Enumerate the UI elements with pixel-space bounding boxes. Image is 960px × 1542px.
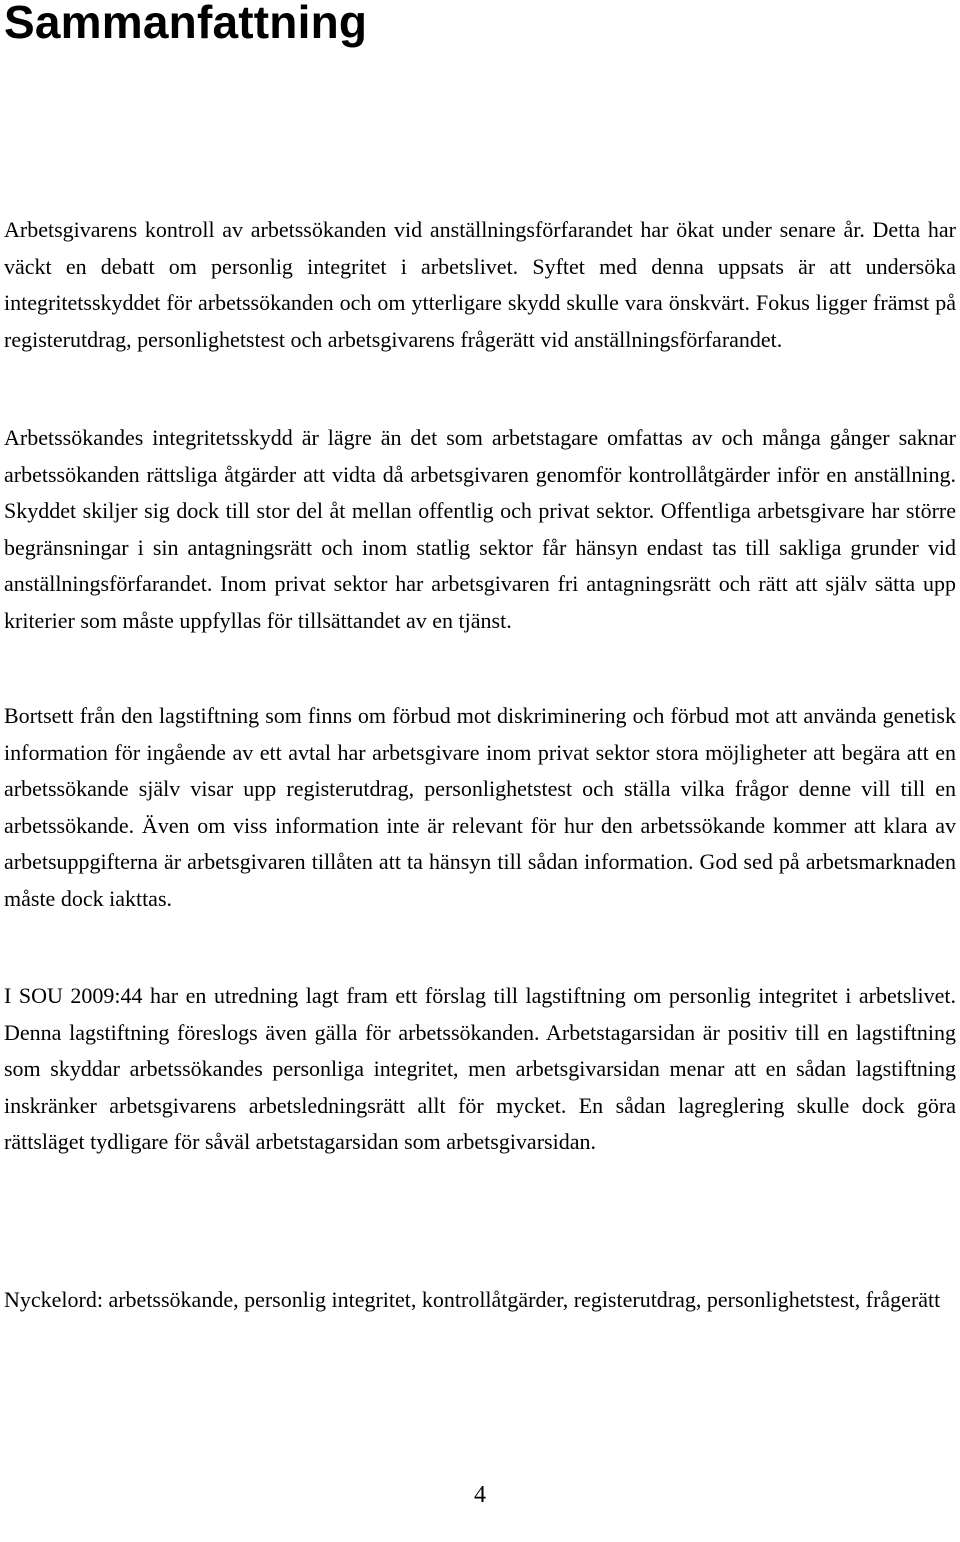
- page-number: 4: [474, 1482, 486, 1508]
- keywords: Nyckelord: arbetssökande, personlig integritet, kontrollåtgärder, registerutdrag, personlighetstest, frågerätt: [4, 1287, 941, 1312]
- paragraph-2: Arbetssökandes integritetsskydd är lägre än det som arbetstagare omfattas av och många gånger saknar arbetssökanden rättsliga åtgärder att vidta då arbetsgivaren genomför kontrollåtgärder inför en anställning. Skyddet skiljer sig dock till stor del åt mellan offentlig och privat sektor. Offentliga arbetsgivare har större begränsningar i sin antagningsrätt och inom statlig sektor får hänsyn endast tas till sakliga grunder vid anställningsförfarandet. Inom privat sektor har arbetsgivaren fri antagningsrätt och rätt att själv sätta upp kriterier som måste uppfyllas för tillsättandet av en tjänst.: [4, 425, 956, 633]
- paragraph-3: Bortsett från den lagstiftning som finns om förbud mot diskriminering och förbud mot att använda genetisk information för ingående av ett avtal har arbetsgivare inom privat sektor stora möjligheter att begära att en arbetssökande själv visar upp registerutdrag, personlighetstest och ställa vilka frågor denne vill till en arbetssökande. Även om viss information inte är relevant för hur den arbetssökande kommer att klara av arbetsuppgifterna är arbetsgivaren tillåten att ta hänsyn till sådan information. God sed på arbetsmarknaden måste dock iakttas.: [4, 703, 956, 911]
- paragraph-1: Arbetsgivarens kontroll av arbetssökanden vid anställningsförfarandet har ökat under senare år. Detta har väckt en debatt om personlig integritet i arbetslivet. Syftet med denna uppsats är att undersöka integritetsskyddet för arbetssökanden och om ytterligare skydd skulle vara önskvärt. Fokus ligger främst på registerutdrag, personlighetstest och arbetsgivarens frågerätt vid anställningsförfarandet.: [4, 217, 956, 352]
- paragraph-4: I SOU 2009:44 har en utredning lagt fram ett förslag till lagstiftning om personlig integritet i arbetslivet. Denna lagstiftning föreslogs även gälla för arbetssökanden. Arbetstagarsidan är positiv till en lagstiftning som skyddar arbetssökandes personliga integritet, men arbetsgivarsidan menar att en sådan lagstiftning inskränker arbetsgivarens arbetsledningsrätt allt för mycket. En sådan lagreglering skulle dock göra rättsläget tydligare för såväl arbetstagarsidan som arbetsgivarsidan.: [4, 983, 956, 1155]
- page-heading: Sammanfattning: [4, 0, 368, 48]
